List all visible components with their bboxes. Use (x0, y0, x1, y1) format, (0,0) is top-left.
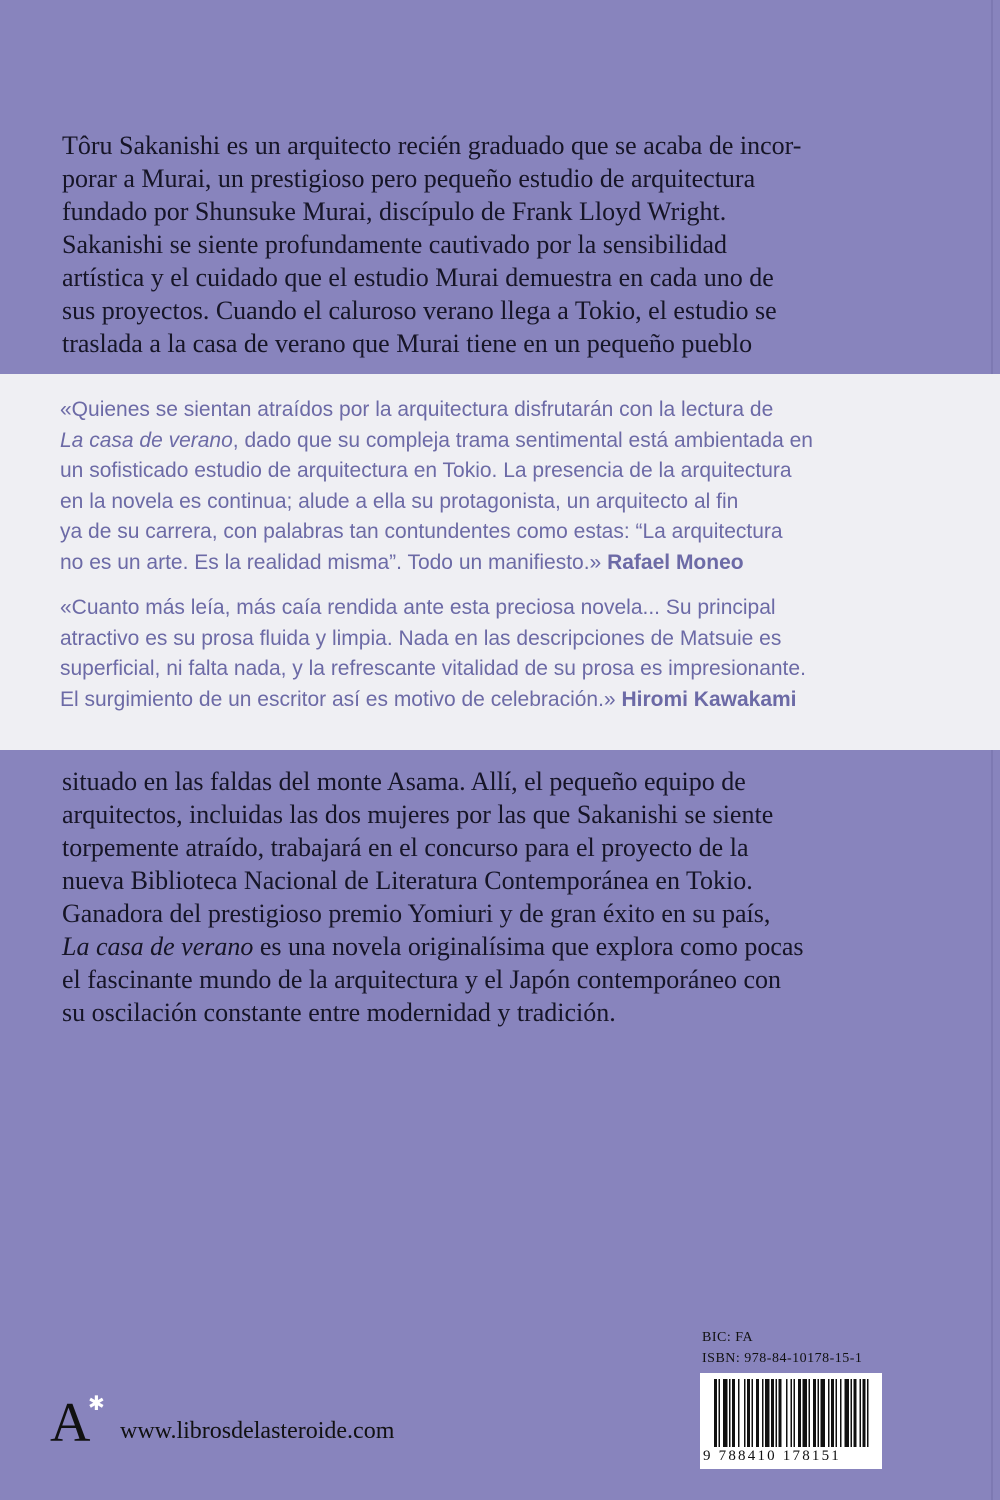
barcode-bar (752, 1379, 754, 1447)
barcode-bar (719, 1379, 721, 1447)
synopsis-line: situado en las faldas del monte Asama. Allí, el pequeño equipo de (62, 767, 746, 796)
quote-line: atractivo es su prosa fluida y limpia. Nada en las descripciones de Matsuie es (60, 626, 782, 650)
barcode-digits: 9 788410 178151 (703, 1448, 841, 1464)
barcode (700, 1373, 882, 1469)
barcode-bar (779, 1379, 782, 1447)
bic-code: BIC: FA (702, 1330, 754, 1345)
synopsis-line: Ganadora del prestigioso premio Yomiuri y de gran éxito en su país, (62, 899, 771, 928)
asterisk-icon: ✱ (88, 1391, 105, 1415)
quote-text: , dado que su compleja trama sentimental está ambientada en (232, 428, 813, 452)
synopsis-line: arquitectos, incluidas las dos mujeres por las que Sakanishi se siente (62, 800, 774, 829)
barcode-bar (813, 1379, 816, 1447)
quote-line: ya de su carrera, con palabras tan contundentes como estas: “La arquitectura (60, 520, 783, 543)
book-title: La casa de verano (60, 428, 233, 452)
quote-text: El surgimiento de un escritor así es motivo de celebración.» (60, 687, 622, 711)
barcode-bar (714, 1379, 717, 1447)
quote-line: en la novela es continua; alude a ella su protagonista, un arquitecto al fin (60, 489, 739, 513)
quote-hiromi-kawakami (60, 593, 940, 715)
synopsis-line (62, 930, 852, 963)
synopsis-line: torpemente atraído, trabajará en el concurso para el proyecto de la (62, 833, 749, 862)
synopsis-line: su oscilación constante entre modernidad y tradición. (62, 998, 616, 1027)
barcode-bar (786, 1379, 788, 1447)
synopsis-text: es una novela originalísima que explora como pocas (253, 932, 804, 961)
barcode-bar (762, 1379, 764, 1447)
barcode-bar (818, 1379, 820, 1447)
quote-author: Hiromi Kawakami (621, 687, 797, 711)
quote-line: superficial, ni falta nada, y la refrescante vitalidad de su prosa es impresionante. (60, 657, 806, 680)
logo-letter: A (50, 1392, 91, 1454)
barcode-bar (854, 1379, 857, 1447)
quote-text: no es un arte. Es la realidad misma”. Todo un manifiesto.» (60, 550, 608, 574)
synopsis-line: el fascinante mundo de la arquitectura y el Japón contemporáneo con (62, 965, 782, 994)
barcode-bar (821, 1379, 826, 1447)
barcode-bar (791, 1379, 793, 1447)
barcode-bar (756, 1379, 759, 1447)
synopsis-line: sus proyectos. Cuando el caluroso verano llega a Tokio, el estudio se (62, 296, 777, 325)
barcode-bar (809, 1379, 811, 1447)
barcode-bar (744, 1379, 746, 1447)
synopsis-line: porar a Murai, un prestigioso pero pequeño estudio de arquitectura (62, 164, 756, 193)
barcode-bar (729, 1379, 731, 1447)
barcode-bar (794, 1379, 796, 1447)
barcode-bar (723, 1379, 728, 1447)
barcode-bar (867, 1379, 869, 1447)
synopsis-line: Sakanishi se siente profundamente cautivado por la sensibilidad (62, 230, 727, 259)
barcode-bar (771, 1379, 774, 1447)
barcode-bar (845, 1379, 850, 1447)
barcode-bar (840, 1379, 842, 1447)
synopsis-bottom (62, 765, 852, 1029)
barcode-bar (732, 1379, 735, 1447)
barcode-bar (831, 1379, 834, 1447)
synopsis-top (62, 129, 852, 360)
synopsis-line: fundado por Shunsuke Murai, discípulo de Frank Lloyd Wright. (62, 197, 727, 226)
quote-line: «Quienes se sientan atraídos por la arquitectura disfrutarán con la lectura de (60, 398, 774, 421)
quote-rafael-moneo (60, 395, 940, 578)
book-title: La casa de verano (62, 932, 254, 961)
quote-line (60, 548, 940, 579)
barcode-bar (765, 1379, 770, 1447)
barcode-bar (738, 1379, 740, 1447)
quote-line (60, 685, 940, 716)
barcode-bar (747, 1379, 750, 1447)
quote-line (60, 426, 940, 457)
barcode-bar (851, 1379, 853, 1447)
barcode-bar (798, 1379, 801, 1447)
synopsis-line: artística y el cuidado que el estudio Murai demuestra en cada uno de (62, 263, 774, 292)
publisher-logo (50, 1393, 120, 1453)
quote-line: «Cuanto más leía, más caía rendida ante esta preciosa novela... Su principal (60, 596, 776, 619)
synopsis-line: Tôru Sakanishi es un arquitecto recién graduado que se acaba de incor- (62, 131, 802, 160)
quote-line: un sofisticado estudio de arquitectura en Tokio. La presencia de la arquitectura (60, 459, 792, 482)
barcode-bar (860, 1379, 862, 1447)
synopsis-line: traslada a la casa de verano que Murai tiene en un pequeño pueblo (62, 329, 753, 358)
barcode-bar (776, 1379, 778, 1447)
barcode-bar (828, 1379, 830, 1447)
edge-line (991, 0, 993, 1500)
publisher-website[interactable]: www.librosdelasteroide.com (120, 1418, 395, 1444)
barcode-bar (836, 1379, 838, 1447)
quote-author: Rafael Moneo (607, 550, 744, 574)
barcode-bar (803, 1379, 808, 1447)
synopsis-line: nueva Biblioteca Nacional de Literatura Contemporánea en Tokio. (62, 866, 753, 895)
isbn-number: ISBN: 978-84-10178-15-1 (702, 1351, 863, 1366)
barcode-bar (863, 1379, 866, 1447)
